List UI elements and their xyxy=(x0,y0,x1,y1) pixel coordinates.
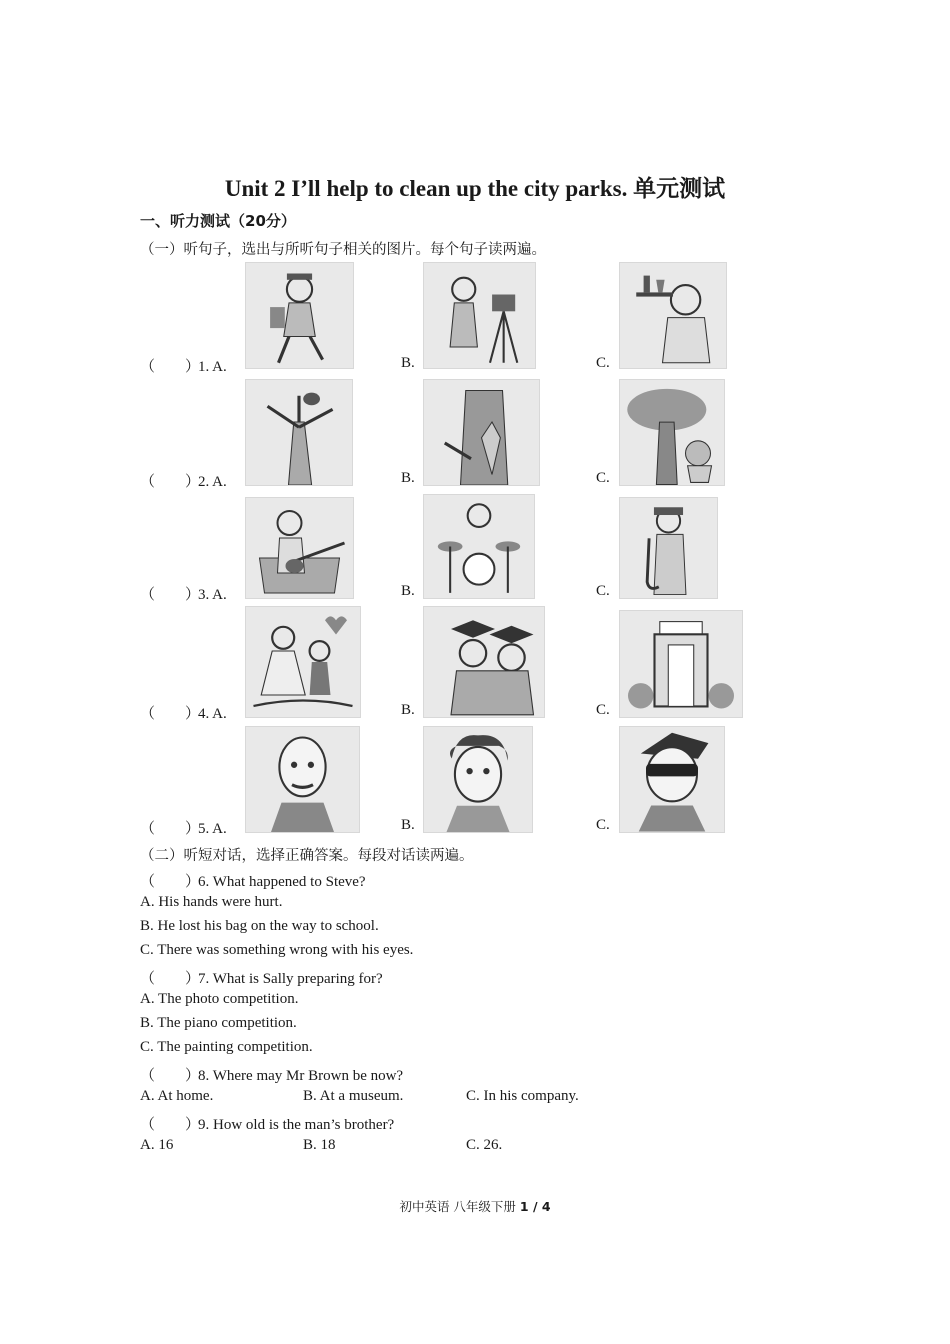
picture-1c xyxy=(619,262,727,369)
question-5-label: （ ）5. A. xyxy=(140,821,227,837)
option-5b-label: B. xyxy=(401,817,415,833)
option-3c-label: C. xyxy=(596,583,610,599)
q9-option-b: B. 18 xyxy=(303,1137,336,1153)
option-1c-label: C. xyxy=(596,355,610,371)
option-4b-label: B. xyxy=(401,702,415,718)
q9-option-a: A. 16 xyxy=(140,1137,174,1153)
picture-4b xyxy=(423,606,545,718)
q7-option-c: C. The painting competition. xyxy=(140,1039,313,1055)
question-4-label: （ ）4. A. xyxy=(140,706,227,722)
page-footer xyxy=(0,1197,950,1215)
option-1b-label: B. xyxy=(401,355,415,371)
picture-4c xyxy=(619,610,743,718)
picture-2b xyxy=(423,379,540,486)
footer-text: 初中英语 八年级下册 xyxy=(399,1199,520,1214)
q6-option-b: B. He lost his bag on the way to school. xyxy=(140,918,379,934)
q6-option-c: C. There was something wrong with his eyes. xyxy=(140,942,414,958)
question-9: （ ）9. How old is the man’s brother? xyxy=(140,1117,395,1133)
picture-4a xyxy=(245,606,361,718)
picture-3b xyxy=(423,494,535,599)
q9-option-c: C. 26. xyxy=(466,1137,503,1153)
q7-option-b: B. The piano competition. xyxy=(140,1015,297,1031)
option-5c-label: C. xyxy=(596,817,610,833)
picture-1b xyxy=(423,262,536,369)
option-4c-label: C. xyxy=(596,702,610,718)
option-2b-label: B. xyxy=(401,470,415,486)
option-3b-label: B. xyxy=(401,583,415,599)
q6-option-a: A. His hands were hurt. xyxy=(140,894,283,910)
part2-instruction: （二）听短对话，选择正确答案。每段对话读两遍。 xyxy=(140,848,474,864)
option-2c-label: C. xyxy=(596,470,610,486)
picture-3a xyxy=(245,497,354,599)
question-2-label: （ ）2. A. xyxy=(140,474,227,490)
q7-option-a: A. The photo competition. xyxy=(140,991,299,1007)
q8-option-a: A. At home. xyxy=(140,1088,214,1104)
picture-5a xyxy=(245,726,360,833)
picture-1a xyxy=(245,262,354,369)
part1-instruction: （一）听句子，选出与所听句子相关的图片。每个句子读两遍。 xyxy=(140,242,546,258)
picture-5c xyxy=(619,726,725,833)
page-title: Unit 2 I’ll help to clean up the city parks. 单元测试 xyxy=(224,176,726,201)
picture-5b xyxy=(423,726,533,833)
picture-2a xyxy=(245,379,353,486)
question-8: （ ）8. Where may Mr Brown be now? xyxy=(140,1068,404,1084)
page-number: 1 / 4 xyxy=(519,1199,551,1214)
question-3-label: （ ）3. A. xyxy=(140,587,227,603)
picture-3c xyxy=(619,497,718,599)
q8-option-b: B. At a museum. xyxy=(303,1088,404,1104)
question-1-label: （ ）1. A. xyxy=(140,359,227,375)
question-6: （ ）6. What happened to Steve? xyxy=(140,874,366,890)
picture-2c xyxy=(619,379,725,486)
section-heading-listening: 一、听力测试（20分） xyxy=(140,212,296,230)
question-7: （ ）7. What is Sally preparing for? xyxy=(140,971,383,987)
q8-option-c: C. In his company. xyxy=(466,1088,579,1104)
